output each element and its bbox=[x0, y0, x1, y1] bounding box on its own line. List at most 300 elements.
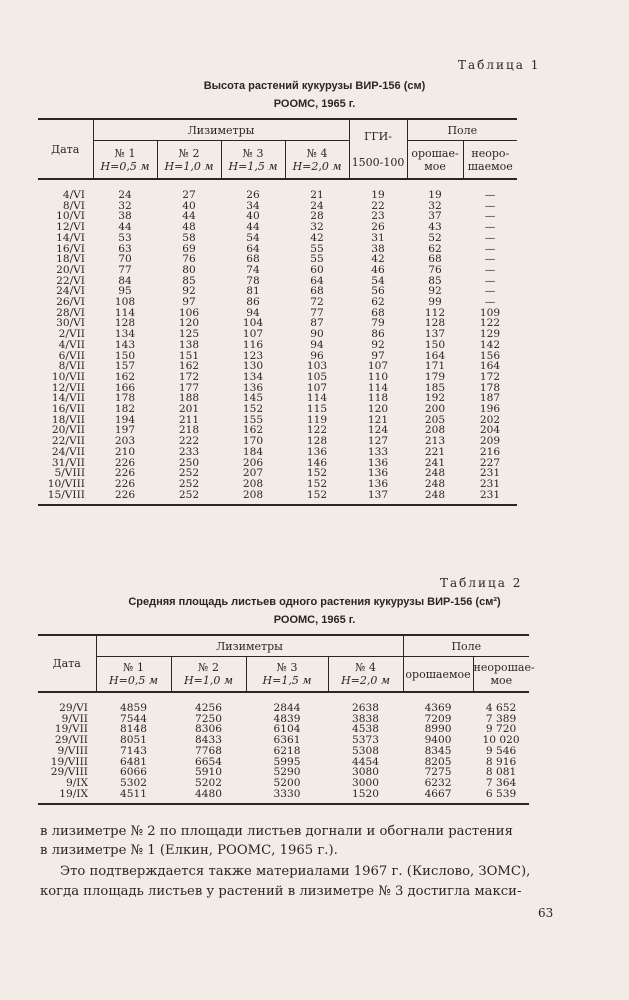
value-cell: 137 bbox=[349, 490, 407, 506]
value-cell: — bbox=[484, 199, 496, 212]
value-cell: 84 bbox=[118, 274, 132, 287]
value-cell: 92 bbox=[428, 285, 442, 298]
value-cell: 116 bbox=[242, 338, 264, 351]
value-cell: 136 bbox=[242, 381, 264, 394]
date-cell: 24/VII bbox=[51, 445, 85, 458]
value-cell: 34 bbox=[246, 199, 260, 212]
value-cell: 162 bbox=[114, 370, 136, 383]
value-cell: — bbox=[484, 210, 496, 223]
value-cell: 136 bbox=[367, 477, 389, 490]
value-cell: 106 bbox=[178, 306, 200, 319]
value-cell: 63 bbox=[118, 242, 132, 255]
table-row bbox=[38, 415, 517, 426]
table2-header-l3 bbox=[246, 657, 328, 693]
value-cell: 185 bbox=[424, 381, 446, 394]
value-cell: 209 bbox=[479, 435, 501, 448]
table1-subtitle: РООМС, 1965 г. bbox=[273, 98, 356, 110]
date-cell: 20/VI bbox=[56, 263, 85, 276]
value-cell: 6 539 bbox=[473, 789, 529, 805]
value-cell: 44 bbox=[118, 221, 132, 234]
value-cell: 5200 bbox=[273, 776, 301, 789]
value-cell: 3000 bbox=[352, 776, 379, 789]
value-cell: 203 bbox=[114, 435, 136, 448]
table-row bbox=[38, 318, 517, 329]
value-cell: 178 bbox=[479, 381, 501, 394]
t2-l3-num: № 3 bbox=[276, 661, 298, 674]
value-cell: 226 bbox=[93, 490, 157, 506]
value-cell: 62 bbox=[428, 242, 442, 255]
l1-depth: H=0,5 м bbox=[100, 159, 150, 173]
value-cell: 128 bbox=[114, 317, 136, 330]
table1-header-irrigated bbox=[407, 141, 463, 180]
value-cell: 192 bbox=[424, 392, 446, 405]
date-cell: 24/VI bbox=[56, 285, 85, 298]
value-cell: 156 bbox=[479, 349, 501, 362]
value-cell: 188 bbox=[178, 392, 200, 405]
value-cell: 8 916 bbox=[485, 755, 517, 768]
value-cell: 120 bbox=[367, 403, 389, 416]
value-cell: 157 bbox=[114, 360, 136, 373]
value-cell: 2638 bbox=[352, 702, 379, 714]
value-cell: 31 bbox=[371, 231, 385, 244]
value-cell: 4369 bbox=[424, 702, 452, 714]
value-cell: 1520 bbox=[328, 789, 403, 805]
date-cell: 9/VII bbox=[61, 712, 88, 725]
table-row bbox=[38, 211, 517, 222]
value-cell: 207 bbox=[242, 467, 264, 480]
table-row bbox=[38, 746, 529, 757]
value-cell: 85 bbox=[182, 274, 196, 287]
value-cell: 97 bbox=[182, 296, 196, 309]
l2-depth: H=1,0 м bbox=[164, 159, 214, 173]
table2-subtitle: РООМС, 1965 г. bbox=[273, 614, 356, 626]
value-cell: 68 bbox=[246, 253, 260, 266]
table-row bbox=[38, 425, 517, 436]
value-cell: 4667 bbox=[403, 789, 473, 805]
value-cell: 115 bbox=[306, 403, 328, 416]
value-cell: 6066 bbox=[120, 766, 147, 779]
value-cell: 5373 bbox=[352, 734, 379, 747]
value-cell: 4480 bbox=[171, 789, 246, 805]
table1-header-date: Дата bbox=[38, 119, 93, 179]
value-cell: 248 bbox=[424, 477, 446, 490]
value-cell: — bbox=[484, 296, 496, 309]
value-cell: 226 bbox=[114, 477, 136, 490]
table-row bbox=[38, 458, 517, 469]
paragraph-line1: в лизиметре № 2 по площади листьев догнали и обогнали растения bbox=[40, 824, 513, 839]
value-cell: 208 bbox=[242, 477, 264, 490]
value-cell: 136 bbox=[367, 456, 389, 469]
value-cell: 138 bbox=[178, 338, 200, 351]
t2-l1-num: № 1 bbox=[123, 661, 144, 674]
value-cell: 21 bbox=[310, 189, 324, 201]
value-cell: 19 bbox=[371, 189, 385, 201]
value-cell: 7143 bbox=[120, 744, 147, 757]
value-cell: 9 720 bbox=[485, 723, 517, 736]
date-cell: 14/VII bbox=[51, 392, 85, 405]
value-cell: 172 bbox=[178, 370, 200, 383]
value-cell: 24 bbox=[310, 199, 324, 212]
l3-num: № 3 bbox=[242, 146, 264, 160]
date-cell: 28/VI bbox=[56, 306, 85, 319]
value-cell: 233 bbox=[178, 445, 200, 458]
table-row bbox=[38, 265, 517, 276]
value-cell: 48 bbox=[182, 221, 196, 234]
value-cell: — bbox=[484, 253, 496, 266]
value-cell: 6232 bbox=[424, 776, 452, 789]
value-cell: 92 bbox=[371, 338, 385, 351]
table-row bbox=[38, 244, 517, 255]
table1-header-field: Поле bbox=[407, 119, 517, 141]
value-cell: 226 bbox=[114, 467, 136, 480]
value-cell: 122 bbox=[479, 317, 501, 330]
value-cell: 146 bbox=[306, 456, 328, 469]
value-cell: 7275 bbox=[424, 766, 452, 779]
value-cell: 210 bbox=[114, 445, 136, 458]
spacer-row bbox=[38, 179, 517, 190]
value-cell: 182 bbox=[114, 403, 136, 416]
date-cell: 8/VII bbox=[58, 360, 85, 373]
value-cell: 4839 bbox=[273, 712, 301, 725]
value-cell: 252 bbox=[178, 467, 200, 480]
value-cell: 205 bbox=[424, 413, 446, 426]
t2-l3-depth: H=1,5 м bbox=[262, 674, 312, 687]
table-row bbox=[38, 361, 517, 372]
value-cell: 4256 bbox=[195, 702, 222, 714]
value-cell: 3838 bbox=[352, 712, 379, 725]
value-cell: 222 bbox=[178, 435, 200, 448]
table2-label: Таблица 2 bbox=[440, 576, 523, 590]
value-cell: 6218 bbox=[273, 744, 301, 757]
value-cell: 70 bbox=[118, 253, 132, 266]
table1-header-lysimeters: Лизиметры bbox=[93, 119, 349, 141]
value-cell: 2844 bbox=[273, 702, 301, 714]
value-cell: 6481 bbox=[120, 755, 147, 768]
table1-header-l3 bbox=[221, 141, 285, 180]
value-cell: 208 bbox=[221, 490, 285, 506]
value-cell: 69 bbox=[182, 242, 196, 255]
value-cell: 32 bbox=[118, 199, 132, 212]
value-cell: — bbox=[484, 242, 496, 255]
value-cell: 155 bbox=[242, 413, 264, 426]
date-cell: 10/VII bbox=[51, 370, 85, 383]
value-cell: 87 bbox=[310, 317, 324, 330]
table-row bbox=[38, 297, 517, 308]
table-row bbox=[38, 201, 517, 212]
t2-l2-depth: H=1,0 м bbox=[184, 674, 233, 687]
value-cell: 44 bbox=[182, 210, 196, 223]
date-cell: 5/VIII bbox=[54, 467, 85, 480]
value-cell: 118 bbox=[367, 392, 389, 405]
irrigated-line1: орошае- bbox=[411, 146, 459, 160]
value-cell: 5995 bbox=[273, 755, 301, 768]
value-cell: 216 bbox=[479, 445, 501, 458]
value-cell: 241 bbox=[424, 456, 446, 469]
value-cell: 68 bbox=[310, 285, 324, 298]
value-cell: 52 bbox=[428, 231, 442, 244]
value-cell: 4859 bbox=[120, 702, 147, 714]
date-cell: 29/VIII bbox=[50, 766, 88, 779]
value-cell: 119 bbox=[306, 413, 328, 426]
value-cell: 114 bbox=[114, 306, 136, 319]
value-cell: 208 bbox=[424, 424, 446, 437]
value-cell: 5910 bbox=[195, 766, 222, 779]
value-cell: 108 bbox=[114, 296, 136, 309]
table2-header-l2 bbox=[171, 657, 246, 693]
value-cell: 196 bbox=[479, 403, 501, 416]
date-cell: 29/VI bbox=[59, 702, 88, 714]
value-cell: 164 bbox=[479, 360, 501, 373]
value-cell: 99 bbox=[428, 296, 442, 309]
value-cell: 32 bbox=[428, 199, 442, 212]
date-cell: 12/VI bbox=[56, 221, 85, 234]
table-row bbox=[38, 404, 517, 415]
value-cell: 5202 bbox=[195, 776, 222, 789]
value-cell: 248 bbox=[407, 490, 463, 506]
value-cell: 37 bbox=[428, 210, 442, 223]
value-cell: 54 bbox=[246, 231, 260, 244]
value-cell: 226 bbox=[114, 456, 136, 469]
value-cell: 27 bbox=[182, 189, 196, 201]
table-row bbox=[38, 468, 517, 479]
value-cell: 7768 bbox=[195, 744, 222, 757]
value-cell: 194 bbox=[114, 413, 136, 426]
date-cell: 2/VII bbox=[58, 328, 85, 341]
t2-l4-num: № 4 bbox=[355, 661, 376, 674]
value-cell: 112 bbox=[424, 306, 446, 319]
value-cell: 130 bbox=[242, 360, 264, 373]
value-cell: 46 bbox=[371, 263, 385, 276]
value-cell: 90 bbox=[310, 328, 324, 341]
date-cell: 31/VII bbox=[51, 456, 85, 469]
value-cell: 38 bbox=[118, 210, 132, 223]
value-cell: 64 bbox=[310, 274, 324, 287]
table2-header-lysimeters: Лизиметры bbox=[96, 635, 403, 657]
table-row bbox=[38, 190, 517, 201]
table-row bbox=[38, 286, 517, 297]
date-cell: 16/VI bbox=[56, 242, 85, 255]
value-cell: 204 bbox=[479, 424, 501, 437]
value-cell: 252 bbox=[178, 477, 200, 490]
value-cell: 3330 bbox=[246, 789, 328, 805]
value-cell: — bbox=[484, 231, 496, 244]
date-cell: 15/VIII bbox=[38, 490, 93, 506]
value-cell: 4511 bbox=[96, 789, 171, 805]
value-cell: 28 bbox=[310, 210, 324, 223]
value-cell: 6361 bbox=[273, 734, 301, 747]
ggi-line1: ГГИ- bbox=[364, 129, 392, 143]
value-cell: 26 bbox=[371, 221, 385, 234]
value-cell: 152 bbox=[306, 477, 328, 490]
table1-header-ggi bbox=[349, 119, 407, 179]
table-row bbox=[38, 233, 517, 244]
value-cell: 200 bbox=[424, 403, 446, 416]
date-cell: 9/IX bbox=[65, 776, 88, 789]
value-cell: 86 bbox=[371, 328, 385, 341]
date-cell: 4/VI bbox=[62, 189, 85, 201]
value-cell: 26 bbox=[246, 189, 260, 201]
table2-header-l1 bbox=[96, 657, 171, 693]
spacer-cell bbox=[38, 179, 517, 190]
value-cell: 9 546 bbox=[485, 744, 517, 757]
value-cell: 76 bbox=[428, 263, 442, 276]
value-cell: 86 bbox=[246, 296, 260, 309]
value-cell: 55 bbox=[310, 242, 324, 255]
date-cell: 19/VIII bbox=[50, 755, 88, 768]
t2-l1-depth: H=0,5 м bbox=[109, 674, 158, 687]
value-cell: 8051 bbox=[120, 734, 147, 747]
value-cell: 179 bbox=[424, 370, 446, 383]
value-cell: 62 bbox=[371, 296, 385, 309]
value-cell: 40 bbox=[246, 210, 260, 223]
value-cell: 124 bbox=[367, 424, 389, 437]
table1-header-nonirrigated bbox=[463, 141, 517, 180]
value-cell: 133 bbox=[367, 445, 389, 458]
table2-header-nonirrigated bbox=[473, 657, 535, 693]
value-cell: 152 bbox=[285, 490, 349, 506]
date-cell: 20/VII bbox=[51, 424, 85, 437]
value-cell: 121 bbox=[367, 413, 389, 426]
value-cell: 104 bbox=[242, 317, 264, 330]
date-cell: 19/VII bbox=[54, 723, 88, 736]
nonirrigated-line2: шаемое bbox=[467, 159, 513, 173]
t2-l2-num: № 2 bbox=[198, 661, 219, 674]
irrigated-line2: мое bbox=[424, 159, 446, 173]
value-cell: 227 bbox=[479, 456, 501, 469]
table-row bbox=[38, 393, 517, 404]
value-cell: 145 bbox=[242, 392, 264, 405]
value-cell: 53 bbox=[118, 231, 132, 244]
value-cell: 5308 bbox=[352, 744, 379, 757]
value-cell: 172 bbox=[479, 370, 501, 383]
value-cell: 202 bbox=[479, 413, 501, 426]
value-cell: 24 bbox=[118, 189, 132, 201]
value-cell: 166 bbox=[114, 381, 136, 394]
table1-title: Высота растений кукурузы ВИР-156 (см) bbox=[203, 80, 426, 92]
table-row bbox=[38, 276, 517, 287]
table-row bbox=[38, 308, 517, 319]
table1-header-l2 bbox=[157, 141, 221, 180]
value-cell: — bbox=[484, 274, 496, 287]
date-cell: 10/VIII bbox=[47, 477, 85, 490]
value-cell: 137 bbox=[424, 328, 446, 341]
value-cell: 136 bbox=[367, 467, 389, 480]
table-row bbox=[38, 789, 529, 805]
value-cell: 68 bbox=[428, 253, 442, 266]
value-cell: 162 bbox=[178, 360, 200, 373]
value-cell: 103 bbox=[306, 360, 328, 373]
value-cell: 162 bbox=[242, 424, 264, 437]
value-cell: 231 bbox=[463, 490, 517, 506]
value-cell: 136 bbox=[306, 445, 328, 458]
value-cell: 8306 bbox=[195, 723, 222, 736]
value-cell: 95 bbox=[118, 285, 132, 298]
value-cell: 109 bbox=[479, 306, 501, 319]
value-cell: 22 bbox=[371, 199, 385, 212]
value-cell: 221 bbox=[424, 445, 446, 458]
value-cell: 218 bbox=[178, 424, 200, 437]
value-cell: 81 bbox=[246, 285, 260, 298]
value-cell: 10 020 bbox=[482, 734, 520, 747]
value-cell: — bbox=[484, 221, 496, 234]
table-row bbox=[38, 490, 517, 506]
date-cell: 30/VI bbox=[56, 317, 85, 330]
value-cell: 197 bbox=[114, 424, 136, 437]
date-cell: 18/VII bbox=[51, 413, 85, 426]
value-cell: 7 389 bbox=[485, 712, 517, 725]
value-cell: 134 bbox=[114, 328, 136, 341]
value-cell: 105 bbox=[306, 370, 328, 383]
value-cell: 171 bbox=[424, 360, 446, 373]
table-row bbox=[38, 340, 517, 351]
value-cell: 23 bbox=[371, 210, 385, 223]
l1-num: № 1 bbox=[114, 146, 136, 160]
value-cell: 7 364 bbox=[485, 776, 517, 789]
value-cell: 55 bbox=[310, 253, 324, 266]
value-cell: 44 bbox=[246, 221, 260, 234]
table-row bbox=[38, 479, 517, 490]
table-row bbox=[38, 447, 517, 458]
value-cell: 8 081 bbox=[485, 766, 517, 779]
date-cell: 19/IX bbox=[38, 789, 96, 805]
t2-irrigated: орошаемое bbox=[405, 667, 471, 681]
value-cell: 80 bbox=[182, 263, 196, 276]
value-cell: — bbox=[484, 285, 496, 298]
value-cell: 64 bbox=[246, 242, 260, 255]
value-cell: 96 bbox=[310, 349, 324, 362]
value-cell: 178 bbox=[114, 392, 136, 405]
l4-num: № 4 bbox=[306, 146, 328, 160]
value-cell: 42 bbox=[371, 253, 385, 266]
value-cell: 107 bbox=[367, 360, 389, 373]
value-cell: 128 bbox=[306, 435, 328, 448]
table2-title: Средняя площадь листьев одного растения кукурузы ВИР-156 (см²) bbox=[128, 596, 501, 608]
value-cell: 8148 bbox=[120, 723, 147, 736]
value-cell: 40 bbox=[182, 199, 196, 212]
value-cell: 7544 bbox=[120, 712, 147, 725]
date-cell: 26/VI bbox=[56, 296, 85, 309]
value-cell: 248 bbox=[424, 467, 446, 480]
value-cell: 8205 bbox=[424, 755, 452, 768]
value-cell: 129 bbox=[479, 328, 501, 341]
table2-body bbox=[38, 692, 529, 804]
value-cell: 3080 bbox=[352, 766, 379, 779]
value-cell: 60 bbox=[310, 263, 324, 276]
ggi-line2: 1500-100 bbox=[351, 155, 405, 169]
value-cell: 250 bbox=[178, 456, 200, 469]
value-cell: 114 bbox=[367, 381, 389, 394]
table2-header-l4 bbox=[328, 657, 403, 693]
l3-depth: H=1,5 м bbox=[228, 159, 278, 173]
value-cell: 5302 bbox=[120, 776, 147, 789]
value-cell: 151 bbox=[178, 349, 200, 362]
table-row bbox=[38, 383, 517, 394]
value-cell: 142 bbox=[479, 338, 501, 351]
date-cell: 8/VI bbox=[62, 199, 85, 212]
l2-num: № 2 bbox=[178, 146, 200, 160]
value-cell: 201 bbox=[178, 403, 200, 416]
table2-header-irrigated bbox=[403, 657, 473, 693]
date-cell: 9/VIII bbox=[57, 744, 88, 757]
value-cell: 152 bbox=[242, 403, 264, 416]
value-cell: 164 bbox=[424, 349, 446, 362]
value-cell: 74 bbox=[246, 263, 260, 276]
value-cell: 206 bbox=[242, 456, 264, 469]
value-cell: 187 bbox=[479, 392, 501, 405]
value-cell: — bbox=[484, 189, 496, 201]
value-cell: 79 bbox=[371, 317, 385, 330]
date-cell: 12/VII bbox=[51, 381, 85, 394]
